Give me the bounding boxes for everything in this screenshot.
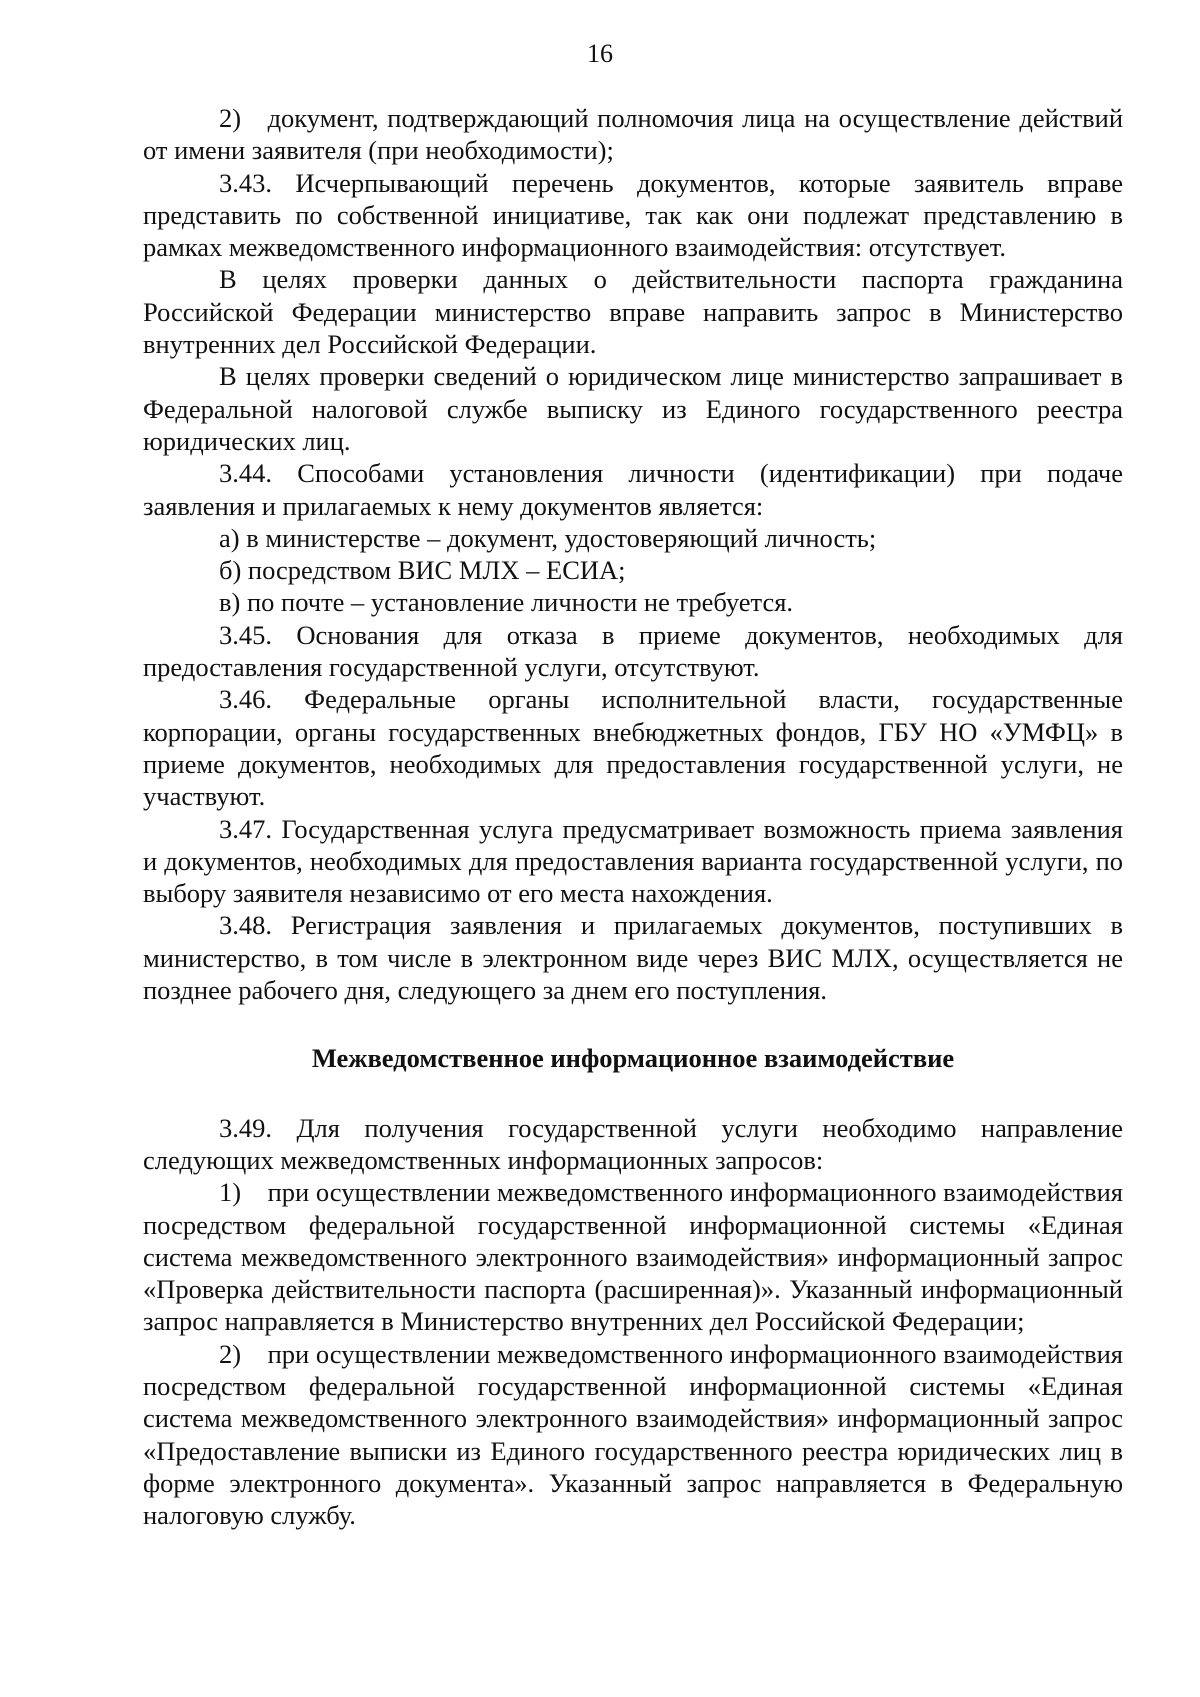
paragraph-3-49-item-1: 1) при осуществлении межведомственного информационного взаимодействия посредством федеральной государственной информационной системы «Единая система межведомственного электронного взаимодействия» информационный запрос «Проверка действительности паспорта (расширенная)». Указанный информационный запрос направляется в Министерство внутренних дел Российской Федерации; (143, 1177, 1123, 1337)
page-number: 16 (587, 39, 613, 68)
paragraph-3-46: 3.46. Федеральные органы исполнительной власти, государственные корпорации, органы государственных внебюджетных фондов, ГБУ НО «УМФЦ» в приеме документов, необходимых для предоставления государственной услуги, не участвуют. (143, 684, 1123, 812)
section-heading: Межведомственное информационное взаимодействие (311, 1043, 955, 1074)
paragraph-3-44: 3.44. Способами установления личности (идентификации) при подаче заявления и прилагаемых к нему документов является: (143, 458, 1123, 521)
paragraph-3-47: 3.47. Государственная услуга предусматривает возможность приема заявления и документов, необходимых для предоставления варианта государственной услуги, по выбору заявителя независимо от его места нахождения. (143, 813, 1123, 909)
paragraph-passport-check: В целях проверки данных о действительности паспорта гражданина Российской Федерации министерство вправе направить запрос в Министерство внутренних дел Российской Федерации. (143, 264, 1123, 360)
paragraph-3-49-item-2: 2) при осуществлении межведомственного информационного взаимодействия посредством федеральной государственной информационной системы «Единая система межведомственного электронного взаимодействия» информационный запрос «Предоставление выписки из Единого государственного реестра юридических лиц в форме электронного документа». Указанный запрос направляется в Федеральную налоговую службу. (143, 1338, 1123, 1531)
paragraph-legal-entity-check: В целях проверки сведений о юридическом лице министерство запрашивает в Федеральной налоговой службе выписку из Единого государственного реестра юридических лиц. (143, 361, 1123, 456)
document-body (143, 102, 1123, 1531)
paragraph-3-44-a: а) в министерстве – документ, удостоверяющий личность; (219, 522, 877, 553)
paragraph-item-2-authority: 2) документ, подтверждающий полномочия лица на осуществление действий от имени заявителя (при необходимости); (143, 103, 1123, 166)
paragraph-3-48: 3.48. Регистрация заявления и прилагаемых документов, поступивших в министерство, в том числе в электронном виде через ВИС МЛХ, осуществляется не позднее рабочего дня, следующего за днем его поступления. (143, 910, 1123, 1006)
paragraph-3-49: 3.49. Для получения государственной услуги необходимо направление следующих межведомственных информационных запросов: (143, 1112, 1123, 1175)
paragraph-3-45: 3.45. Основания для отказа в приеме документов, необходимых для предоставления государственной услуги, отсутствуют. (143, 619, 1123, 683)
paragraph-3-44-b: б) посредством ВИС МЛХ – ЕСИА; (219, 555, 626, 586)
paragraph-3-43: 3.43. Исчерпывающий перечень документов, которые заявитель вправе представить по собственной инициативе, так как они подлежат представлению в рамках межведомственного информационного взаимодействия: отсутствует. (143, 167, 1123, 263)
paragraph-3-44-v: в) по почте – установление личности не требуется. (219, 587, 794, 618)
